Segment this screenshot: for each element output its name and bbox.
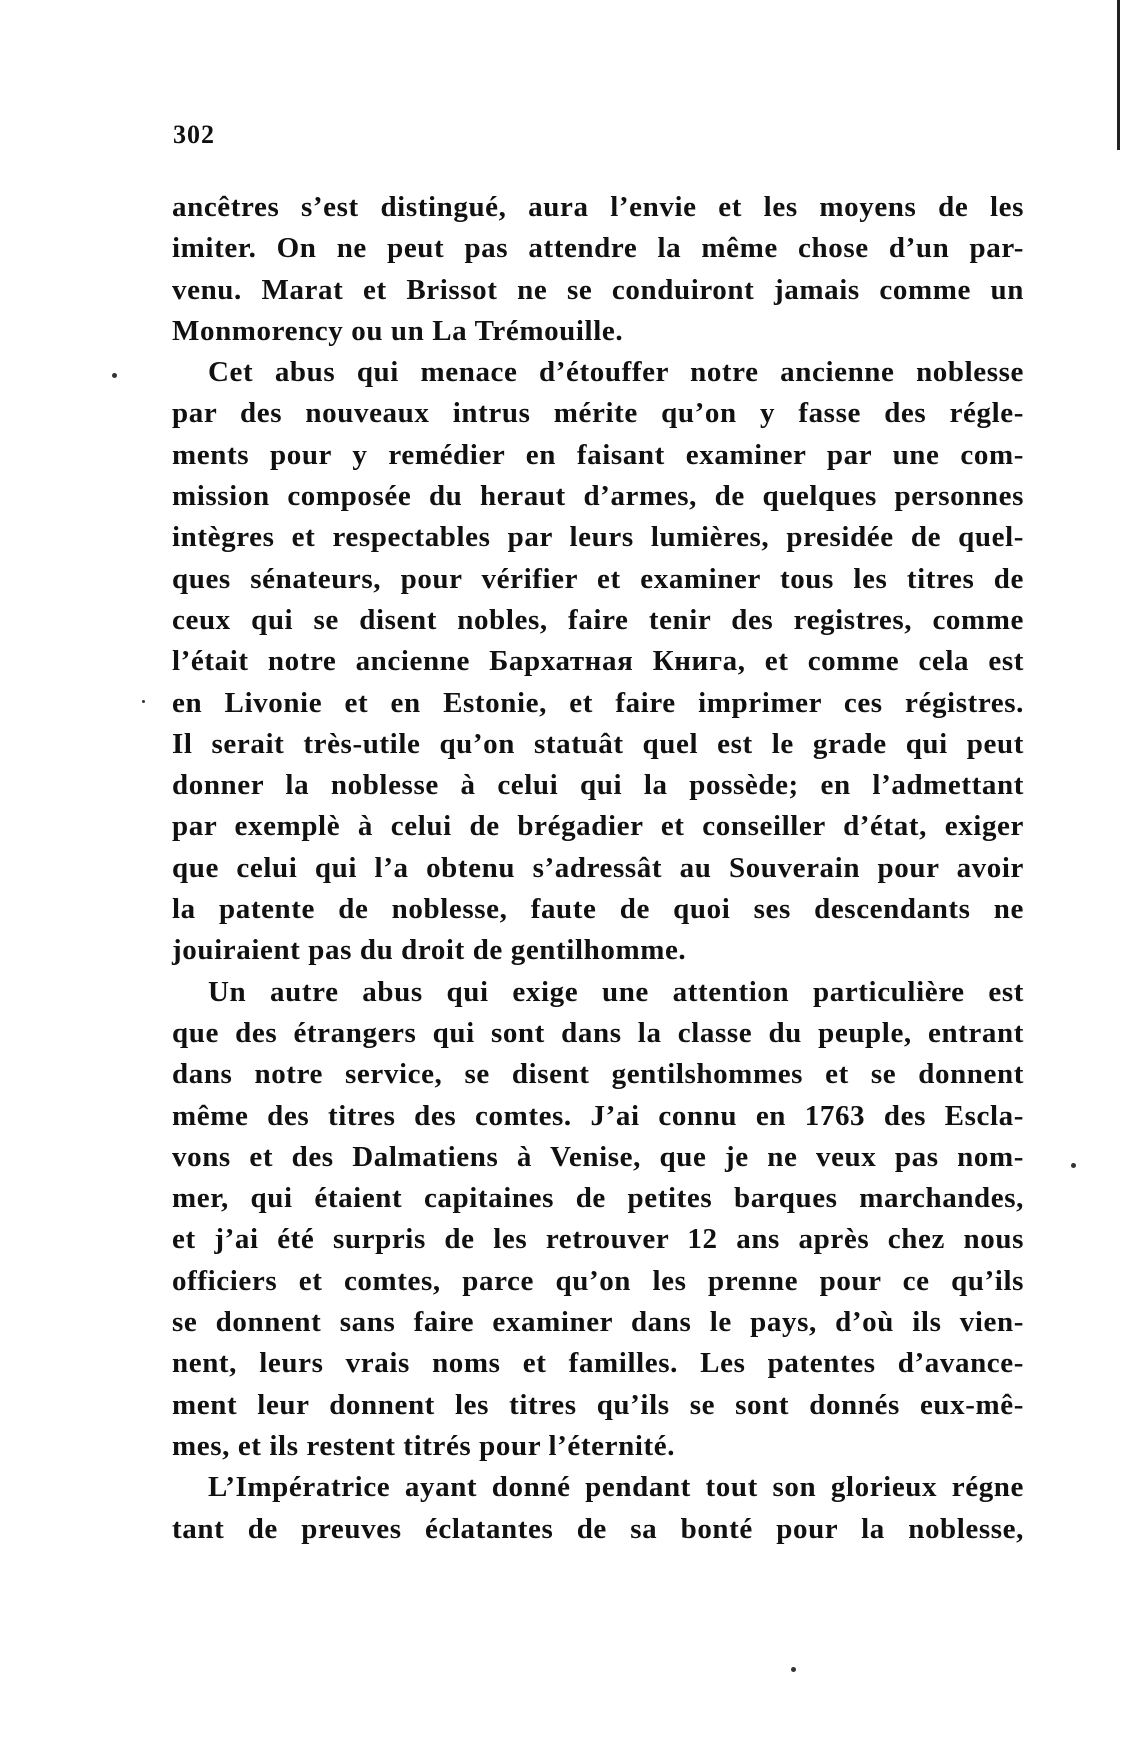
text-line: que celui qui l’a obtenu s’adressât au Souverain pour avoir bbox=[172, 851, 1024, 884]
text-line: donner la noblesse à celui qui la possède; en l’admettant bbox=[172, 769, 1024, 802]
text-line: Cet abus qui menace d’étouffer notre ancienne noblesse bbox=[208, 356, 1024, 389]
text-line: jouiraient pas du droit de gentilhomme. bbox=[172, 934, 687, 967]
text-line: par des nouveaux intrus mérite qu’on y fasse des régle- bbox=[172, 397, 1024, 430]
scan-speck bbox=[112, 373, 117, 378]
scan-speck bbox=[142, 700, 145, 703]
text-line: imiter. On ne peut pas attendre la même chose d’un par- bbox=[172, 232, 1024, 265]
scan-speck bbox=[791, 1667, 796, 1672]
text-line: L’Impératrice ayant donné pendant tout son glorieux régne bbox=[208, 1471, 1024, 1504]
text-line: que des étrangers qui sont dans la classe du peuple, entrant bbox=[172, 1016, 1024, 1049]
page-number: 302 bbox=[173, 120, 215, 149]
text-line: mer, qui étaient capitaines de petites barques marchandes, bbox=[172, 1182, 1024, 1215]
text-line: la patente de noblesse, faute de quoi ses descendants ne bbox=[172, 893, 1024, 926]
text-line: ments pour y remédier en faisant examiner par une com- bbox=[172, 438, 1024, 471]
text-line: par exemplè à celui de brégadier et conseiller d’état, exiger bbox=[172, 810, 1024, 843]
text-line: intègres et respectables par leurs lumières, presidée de quel- bbox=[172, 521, 1024, 554]
scan-speck bbox=[1071, 1163, 1076, 1168]
text-line: et j’ai été surpris de les retrouver 12 ans après chez nous bbox=[172, 1223, 1024, 1256]
text-line: officiers et comtes, parce qu’on les prenne pour ce qu’ils bbox=[172, 1264, 1024, 1297]
text-line: mission composée du heraut d’armes, de quelques personnes bbox=[172, 480, 1024, 513]
text-line: ment leur donnent les titres qu’ils se sont donnés eux-mê- bbox=[172, 1388, 1024, 1421]
text-line: venu. Marat et Brissot ne se conduiront jamais comme un bbox=[172, 273, 1024, 306]
text-line: en Livonie et en Estonie, et faire imprimer ces régistres. bbox=[172, 686, 1024, 719]
text-line: Un autre abus qui exige une attention particulière est bbox=[208, 975, 1024, 1008]
text-line: tant de preuves éclatantes de sa bonté pour la noblesse, bbox=[172, 1512, 1024, 1545]
text-line: ques sénateurs, pour vérifier et examiner tous les titres de bbox=[172, 562, 1024, 595]
text-line: Monmorency ou un La Trémouille. bbox=[172, 314, 624, 347]
text-line: dans notre service, se disent gentilshommes et se donnent bbox=[172, 1058, 1024, 1091]
text-line: ancêtres s’est distingué, aura l’envie et les moyens de les bbox=[172, 191, 1024, 223]
scan-edge-line bbox=[1117, 0, 1120, 150]
body-text bbox=[172, 187, 1024, 1550]
text-line: mes, et ils restent titrés pour l’éternité. bbox=[172, 1429, 676, 1462]
text-line: nent, leurs vrais noms et familles. Les patentes d’avance- bbox=[172, 1347, 1024, 1380]
text-line: Il serait très-utile qu’on statuât quel est le grade qui peut bbox=[172, 727, 1024, 760]
text-line: l’était notre ancienne Бархатная Книга, et comme cela est bbox=[172, 645, 1024, 678]
text-line: se donnent sans faire examiner dans le pays, d’où ils vien- bbox=[172, 1306, 1024, 1339]
text-line: même des titres des comtes. J’ai connu en 1763 des Escla- bbox=[172, 1099, 1024, 1132]
text-line: ceux qui se disent nobles, faire tenir des registres, comme bbox=[172, 603, 1024, 636]
text-line: vons et des Dalmatiens à Venise, que je ne veux pas nom- bbox=[172, 1140, 1024, 1173]
